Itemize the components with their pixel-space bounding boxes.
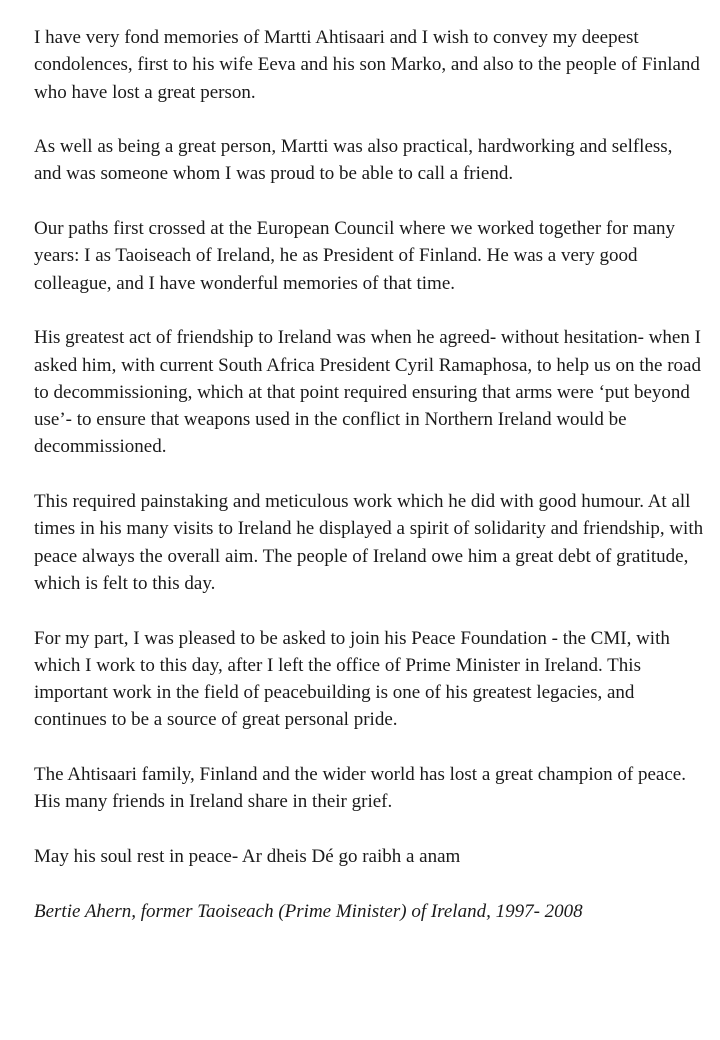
paragraph-champion-of-peace: The Ahtisaari family, Finland and the wider world has lost a great champion of peace. His many friends in Ireland share in their grief. <box>34 764 686 813</box>
paragraph-decommissioning: His greatest act of friendship to Ireland was when he agreed- without hesitation- when I asked him, with current South Africa President Cyril Ramaphosa, to help us on the road to decommissioning, which at that point required ensuring that arms were ‘put beyond use’- to ensure that weapons used in the conflict in Northern Ireland would be decommissioned. <box>34 327 701 458</box>
paragraph-rest-in-peace: May his soul rest in peace- Ar dheis Dé go raibh a anam <box>34 845 461 867</box>
paragraph-european-council: Our paths first crossed at the European Council where we worked together for many years: I as Taoiseach of Ireland, he as President of Finland. He was a very good colleague, and I have wonderful memories of that time. <box>34 218 676 294</box>
paragraph-fond-memories: I have very fond memories of Martti Ahtisaari and I wish to convey my deepest condolences, first to his wife Eeva and his son Marko, and also to the people of Finland who have lost a great person. <box>34 27 700 103</box>
paragraph-meticulous-work: This required painstaking and meticulous work which he did with good humour. At all times in his many visits to Ireland he displayed a spirit of solidarity and friendship, with peace always the overall aim. The people of Ireland owe him a great debt of gratitude, which is felt to this day. <box>34 491 704 594</box>
signature: Bertie Ahern, former Taoiseach (Prime Minister) of Ireland, 1997- 2008 <box>34 900 583 922</box>
paragraph-peace-foundation: For my part, I was pleased to be asked to join his Peace Foundation - the CMI, with which I work to this day, after I left the office of Prime Minister in Ireland. This important work in the field of peacebuilding is one of his greatest legacies, and continues to be a source of great personal pride. <box>34 627 670 731</box>
condolence-letter <box>34 24 704 925</box>
paragraph-great-person: As well as being a great person, Martti was also practical, hardworking and selfless, and was someone whom I was proud to be able to call a friend. <box>34 136 673 185</box>
